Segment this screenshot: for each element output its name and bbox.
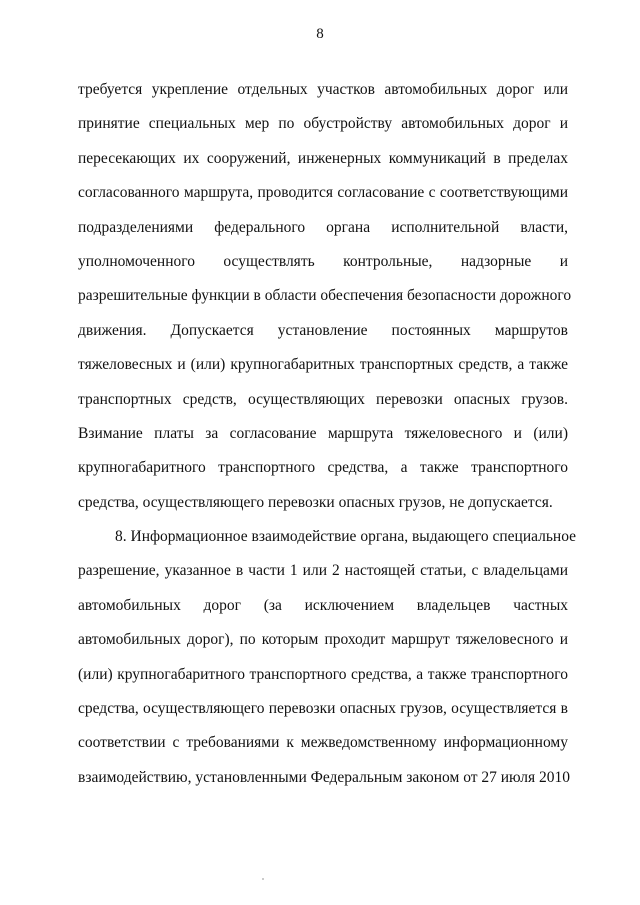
- text-line: принятие специальных мер по обустройству автомобильных дорог и: [78, 115, 568, 133]
- text-line: пересекающих их сооружений, инженерных коммуникаций в пределах: [78, 149, 568, 167]
- text-line: тяжеловесных и (или) крупногабаритных транспортных средств, а также: [78, 356, 568, 374]
- paragraph-continuation: [78, 73, 572, 520]
- text-line: средства, осуществляющего перевозки опасных грузов, осуществляется в: [78, 700, 568, 718]
- text-line: (или) крупногабаритного транспортного средства, а также транспортного: [78, 665, 568, 683]
- text-line: Взимание платы за согласование маршрута тяжеловесного и (или): [78, 424, 568, 442]
- text-line: крупногабаритного транспортного средства, а также транспортного: [78, 459, 568, 477]
- paragraph-8: [78, 520, 577, 795]
- scan-speck: [262, 878, 264, 880]
- text-line: 8. Информационное взаимодействие органа, выдающего специальное: [115, 528, 577, 546]
- text-line: уполномоченного осуществлять контрольные, надзорные и: [78, 252, 568, 270]
- text-line: согласованного маршрута, проводится согласование с соответствующими: [78, 184, 568, 202]
- text-line: разрешительные функции в области обеспечения безопасности дорожного: [78, 287, 572, 305]
- page-number: 8: [316, 26, 324, 42]
- text-line: автомобильных дорог), по которым проходит маршрут тяжеловесного и: [78, 631, 568, 649]
- text-line: разрешение, указанное в части 1 или 2 настоящей статьи, с владельцами: [78, 562, 568, 580]
- text-line: подразделениями федерального органа исполнительной власти,: [78, 218, 568, 236]
- text-line: автомобильных дорог (за исключением владельцев частных: [78, 596, 568, 614]
- text-line: взаимодействию, установленными Федеральным законом от 27 июля 2010: [78, 768, 570, 786]
- body-text: [78, 73, 577, 795]
- text-line: соответствии с требованиями к межведомственному информационному: [78, 734, 568, 752]
- text-line: средства, осуществляющего перевозки опасных грузов, не допускается.: [78, 493, 553, 511]
- text-line: требуется укрепление отдельных участков автомобильных дорог или: [78, 81, 568, 98]
- text-line: транспортных средств, осуществляющих перевозки опасных грузов.: [78, 390, 568, 408]
- text-line: движения. Допускается установление постоянных маршрутов: [78, 321, 568, 339]
